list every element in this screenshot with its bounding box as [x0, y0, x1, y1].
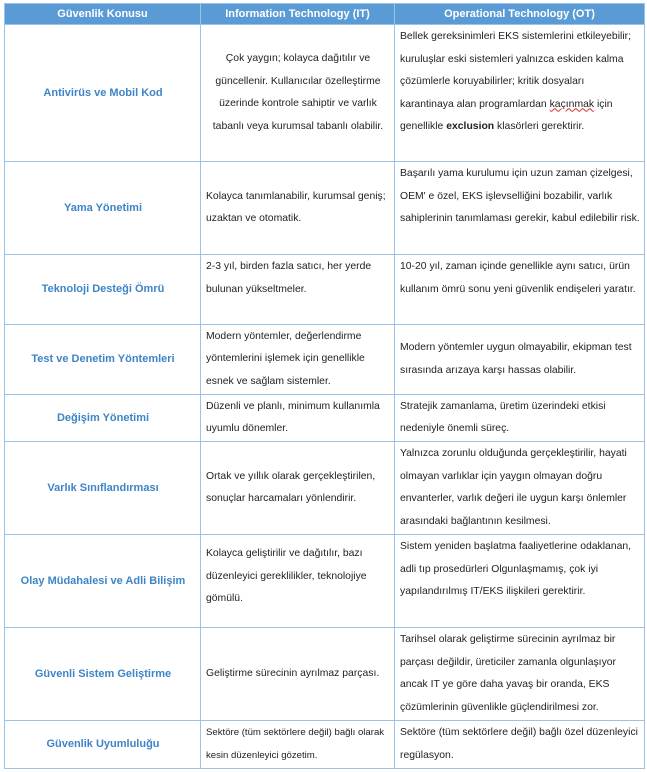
header-topic: Güvenlik Konusu — [5, 4, 201, 25]
comparison-table — [4, 3, 645, 769]
table-row — [5, 395, 645, 442]
ot-cell: Sektöre (tüm sektörlere değil) bağlı özel düzenleyici regülasyon. — [395, 721, 645, 769]
ot-cell: Başarılı yama kurulumu için uzun zaman çizelgesi, OEM' e özel, EKS işlevselliğini bozabilir, varlık sahiplerinin tanımlaması gerekir, kabul edilebilir risk. — [395, 162, 645, 255]
it-cell: Geliştirme sürecinin ayrılmaz parçası. — [201, 628, 395, 721]
misspelled-word: kaçınmak — [549, 98, 595, 110]
topic-cell: Varlık Sınıflandırması — [5, 442, 201, 535]
it-cell: Düzenli ve planlı, minimum kullanımla uyumlu dönemler. — [201, 395, 395, 442]
ot-text: Bellek gereksinimleri EKS sistemlerini etkileyebilir; kuruluşlar eski sistemleri yalnızca eskiden kalma çözümlerle koruyabilirler; kritik dosyaları karantinaya alan programlardan — [400, 31, 631, 110]
topic-cell: Test ve Denetim Yöntemleri — [5, 325, 201, 395]
it-cell: Çok yaygın; kolayca dağıtılır ve güncellenir. Kullanıcılar özelleştirme üzerinde kontrole sahiptir ve varlık tabanlı veya kurumsal tabanlı olabilir. — [201, 25, 395, 162]
table-row — [5, 325, 645, 395]
header-row — [5, 4, 645, 25]
topic-cell: Değişim Yönetimi — [5, 395, 201, 442]
topic-cell: Olay Müdahalesi ve Adli Bilişim — [5, 535, 201, 628]
table-row — [5, 628, 645, 721]
table-row — [5, 721, 645, 769]
topic-cell: Güvenlik Uyumluluğu — [5, 721, 201, 769]
table-row — [5, 442, 645, 535]
ot-cell: Tarihsel olarak geliştirme sürecinin ayrılmaz bir parçası değildir, üreticiler zamanla olgunlaşıyor ancak IT ye göre daha yavaş bir oranda, EKS çözümlerinin güvenlikle güçlendirilmesi zor. — [395, 628, 645, 721]
table-row — [5, 535, 645, 628]
it-cell: Kolayca geliştirilir ve dağıtılır, bazı düzenleyici gereklilikler, teknolojiye gömülü. — [201, 535, 395, 628]
ot-cell: 10-20 yıl, zaman içinde genellikle aynı satıcı, ürün kullanım ömrü sonu yeni güvenlik endişeleri yaratır. — [395, 255, 645, 325]
ot-cell: Modern yöntemler uygun olmayabilir, ekipman test sırasında arızaya karşı hassas olabilir. — [395, 325, 645, 395]
ot-text: için genellikle — [400, 98, 613, 132]
it-cell: Kolayca tanımlanabilir, kurumsal geniş; uzaktan ve otomatik. — [201, 162, 395, 255]
topic-cell: Antivirüs ve Mobil Kod — [5, 25, 201, 162]
it-cell: 2-3 yıl, birden fazla satıcı, her yerde bulunan yükseltmeler. — [201, 255, 395, 325]
bold-term: exclusion — [446, 121, 495, 132]
it-cell: Ortak ve yıllık olarak gerçekleştirilen, sonuçlar harcamaları yönlendirir. — [201, 442, 395, 535]
topic-cell: Teknoloji Desteği Ömrü — [5, 255, 201, 325]
ot-cell: Stratejik zamanlama, üretim üzerindeki etkisi nedeniyle önemli süreç. — [395, 395, 645, 442]
topic-cell: Güvenli Sistem Geliştirme — [5, 628, 201, 721]
it-cell: Modern yöntemler, değerlendirme yöntemlerini işlemek için genellikle esnek ve sağlam sistemler. — [201, 325, 395, 395]
topic-cell: Yama Yönetimi — [5, 162, 201, 255]
ot-cell: Yalnızca zorunlu olduğunda gerçekleştirilir, hayati olmayan varlıklar için yaygın olmayan doğru envanterler, varlık değeri ile uygun karşı önlemler arasındaki bağlantının kesilmesi. — [395, 442, 645, 535]
table-row — [5, 162, 645, 255]
ot-cell — [395, 25, 645, 162]
table-row — [5, 255, 645, 325]
header-it: Information Technology (IT) — [201, 4, 395, 25]
table-row — [5, 25, 645, 162]
ot-cell: Sistem yeniden başlatma faaliyetlerine odaklanan, adli tıp prosedürleri Olgunlaşmamış, çok iyi yapılandırılmış IT/EKS ilişkileri gerektirir. — [395, 535, 645, 628]
it-cell: Sektöre (tüm sektörlere değil) bağlı olarak kesin düzenleyici gözetim. — [201, 721, 395, 769]
header-ot: Operational Technology (OT) — [395, 4, 645, 25]
ot-text: klasörleri gerektirir. — [494, 121, 585, 132]
